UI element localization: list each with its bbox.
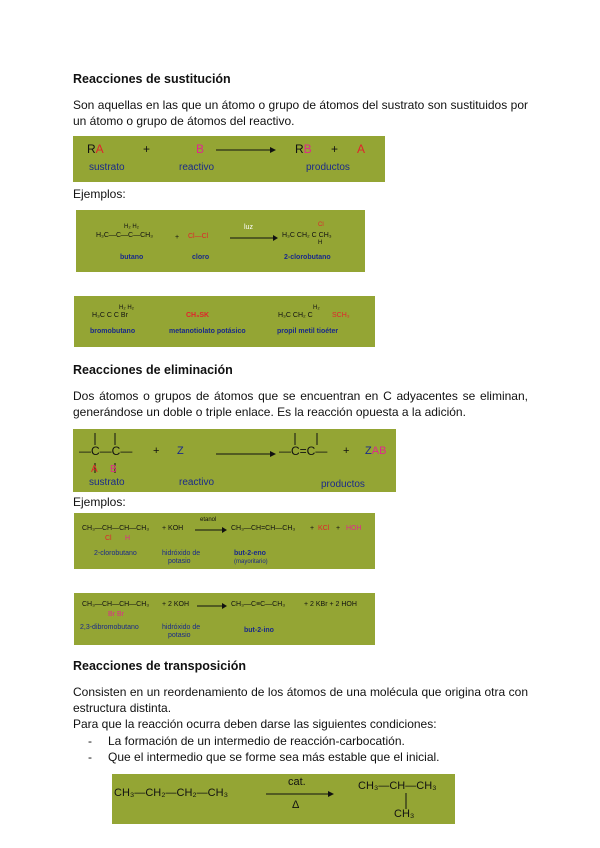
transposicion-text: Consisten en un reordenamiento de los átomos de una molécula que origina otra con estructura distinta.: [73, 685, 528, 715]
reactivo-label: reactivo: [179, 477, 215, 488]
tioeter-formula: H₃C CH₂ C: [278, 312, 313, 319]
koh-reagent: + KOH: [162, 525, 184, 532]
ejemplos-label: Ejemplos:: [73, 495, 126, 509]
sch3-group: SCH₃: [332, 312, 350, 319]
alkene-formula: —C=C—: [279, 444, 328, 458]
condiciones-intro: Para que la reacción ocurra deben darse las siguientes condiciones:: [73, 717, 437, 731]
reaction-arrow: [216, 450, 276, 458]
z-label: Z: [365, 445, 372, 457]
h-substituent: H: [318, 240, 323, 246]
but2ino-label: but-2-ino: [244, 627, 274, 634]
luz-label: luz: [244, 224, 253, 231]
section-title-sustitucion: Reacciones de sustitución: [73, 72, 231, 86]
r-label: R: [295, 142, 304, 156]
productos-label: productos: [321, 479, 365, 490]
list-item: - La formación de un intermedio de reacción-carbocatión.: [88, 734, 405, 748]
products-rest: + 2 KBr + 2 HOH: [304, 601, 357, 608]
tioeter-label: propil metil tioéter: [277, 328, 339, 335]
b-label: B: [110, 464, 117, 475]
koh-reagent: + 2 KOH: [162, 601, 190, 608]
butano-formula: H₃C—C—C—CH₃: [96, 232, 154, 239]
plus: +: [143, 142, 151, 156]
a-label: A: [91, 464, 98, 475]
hydrogen-labels: H₂ H₂: [119, 305, 134, 311]
example-tioeter: [74, 296, 375, 347]
hydrogen-labels: H₂: [313, 305, 320, 311]
bond-line: [404, 793, 408, 809]
cl-substituent: Cl: [318, 222, 324, 228]
isobutano-formula: CH₃—CH—CH₃: [358, 780, 437, 792]
ch3sk-formula: CH₃SK: [186, 312, 210, 319]
metanotiolato-label: metanotiolato potásico: [169, 328, 246, 335]
hydrogen-labels: H₂ H₂: [124, 224, 139, 230]
productos-label: productos: [306, 162, 350, 173]
plus: +: [153, 445, 160, 457]
dibromobutano-label: 2,3-dibromobutano: [80, 624, 139, 631]
clorobutano-label: 2-clorobutano: [94, 550, 137, 557]
plus: +: [331, 142, 339, 156]
reaction-arrow: [230, 235, 278, 241]
transposicion-scheme: [112, 774, 455, 824]
example-but2ino: [74, 593, 375, 645]
r-label: R: [87, 142, 96, 156]
reaction-arrow: [216, 146, 276, 154]
condition-1: La formación de un intermedio de reacción-carbocatión.: [108, 734, 405, 748]
sustitucion-scheme: [73, 136, 385, 182]
plus: +: [336, 525, 341, 532]
but2eno-label: but-2-eno: [234, 550, 266, 557]
plus: +: [310, 525, 315, 532]
sustitucion-text: Son aquellas en las que un átomo o grupo de átomos del sustrato son sustituidos por un átomo o grupo de átomos del reactivo.: [73, 98, 528, 128]
br-substituents: Br Br: [108, 611, 124, 618]
koh-label: hidróxido de: [162, 550, 201, 557]
ejemplos-label: Ejemplos:: [73, 187, 126, 201]
clorobutano-formula: CH₃—CH—CH—CH₃: [82, 525, 150, 532]
b-label: B: [196, 142, 205, 156]
mayoritario-label: (mayoritario): [234, 559, 268, 565]
condiciones-list: [88, 733, 440, 765]
section-title-eliminacion: Reacciones de eliminación: [73, 363, 233, 377]
cloro-formula: Cl—Cl: [188, 233, 209, 240]
clorobutano-formula: H₃C CH₂ C CH₃: [282, 232, 332, 239]
eliminacion-text: Dos átomos o grupos de átomos que se encuentran en C adyacentes se eliminan, generándose un doble o triple enlace. Es la reacción opuesta a la adición.: [73, 389, 528, 419]
h-substituent: H: [125, 535, 131, 542]
cloro-label: cloro: [192, 254, 210, 261]
a-label: A: [95, 142, 104, 156]
plus: +: [175, 234, 180, 241]
cl-substituent: Cl: [105, 535, 112, 542]
plus: +: [343, 445, 350, 457]
kcl-product: KCl: [318, 525, 330, 532]
eliminacion-scheme: [73, 429, 396, 492]
b-label: B: [303, 142, 312, 156]
delta-label: Δ: [292, 799, 300, 811]
bromobutano-formula: H₃C C C Br: [92, 312, 128, 319]
dibromobutano-formula: CH₃—CH—CH—CH₃: [82, 601, 150, 608]
a-label: A: [357, 142, 366, 156]
koh-label-2: potasio: [168, 632, 191, 639]
ab-label: AB: [371, 445, 387, 457]
example-but2eno: [74, 513, 375, 569]
example-clorobutano: [76, 210, 365, 272]
condition-2: Que el intermedio que se forme sea más estable que el inicial.: [108, 750, 440, 764]
but2ino-formula: CH₃—C≡C—CH₃: [231, 601, 286, 608]
hoh-product: HOH: [346, 525, 362, 532]
reaction-arrow: [195, 527, 227, 533]
koh-label: hidróxido de: [162, 624, 201, 631]
section-title-transposicion: Reacciones de transposición: [73, 659, 246, 673]
ch3-branch: CH₃: [394, 808, 415, 820]
sustrato-label: sustrato: [89, 477, 125, 488]
reactivo-label: reactivo: [179, 162, 215, 173]
but2eno-formula: CH₃—CH=CH—CH₃: [231, 525, 296, 532]
etanol-label: etanol: [200, 517, 217, 523]
z-label: Z: [177, 445, 184, 457]
bromobutano-label: bromobutano: [90, 328, 136, 335]
reaction-arrow: [197, 603, 227, 609]
butano-formula: CH₃—CH₂—CH₂—CH₃: [114, 787, 229, 799]
clorobutano-label: 2-clorobutano: [284, 254, 331, 261]
koh-label-2: potasio: [168, 558, 191, 565]
reaction-arrow: [266, 790, 334, 798]
list-item: - Que el intermedio que se forme sea más estable que el inicial.: [88, 750, 440, 764]
cc-formula: —C—C—: [79, 444, 133, 458]
sustrato-label: sustrato: [89, 162, 125, 173]
cat-label: cat.: [288, 776, 306, 788]
butano-label: butano: [120, 254, 144, 261]
